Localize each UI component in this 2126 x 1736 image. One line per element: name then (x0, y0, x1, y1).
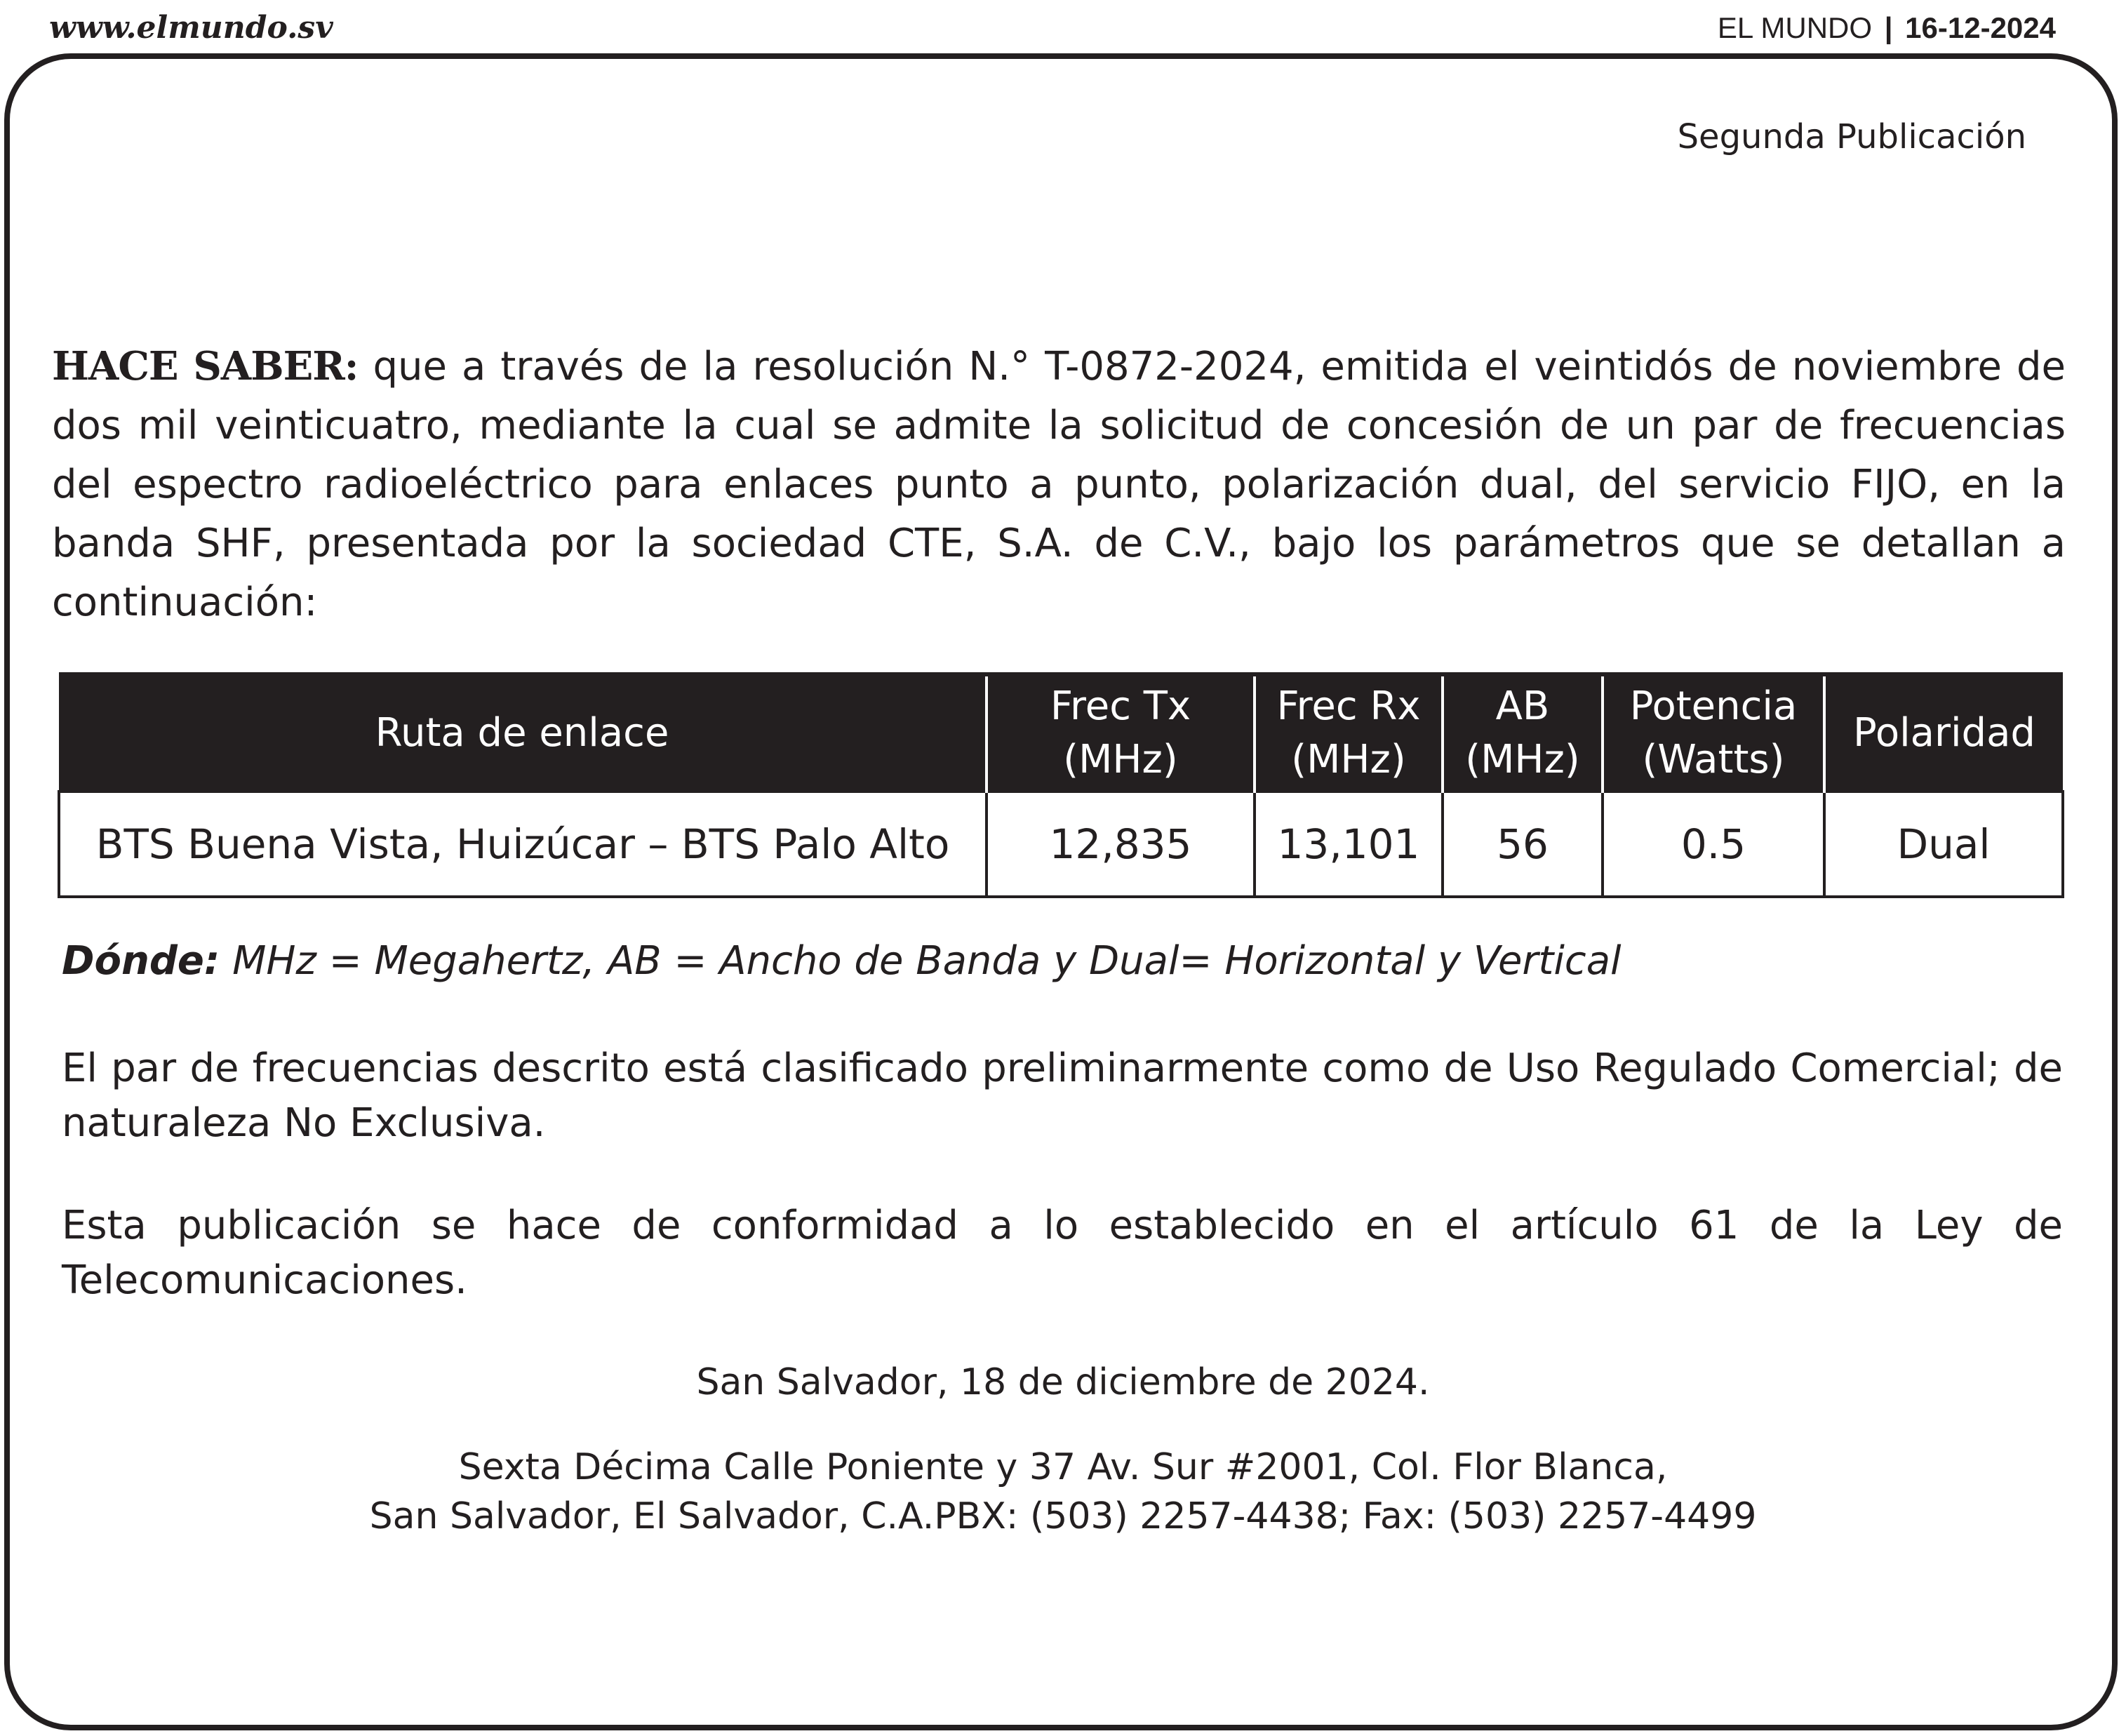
intro-lead: HACE SABER: (52, 343, 359, 389)
cell-ab: 56 (1443, 792, 1603, 897)
header-polarity: Polaridad (1824, 674, 2063, 792)
law-paragraph: Esta publicación se hace de conformidad a lo establecido en el artículo 61 de la Ley de Telecomunicaciones. (62, 1203, 2063, 1303)
header-ab: AB (MHz) (1443, 674, 1603, 792)
header-rx: Frec Rx (MHz) (1255, 674, 1443, 792)
masthead-separator: | (1884, 11, 1893, 44)
cell-polarity: Dual (1824, 792, 2063, 897)
header-route: Ruta de enlace (59, 674, 987, 792)
newspaper-name: EL MUNDO (1717, 11, 1873, 44)
cell-rx: 13,101 (1255, 792, 1443, 897)
address-line-1: Sexta Décima Calle Poniente y 37 Av. Sur #2001, Col. Flor Blanca, (458, 1446, 1668, 1488)
intro-text: que a través de la resolución N.° T-0872-2024, emitida el veintidós de noviembre de dos mil veinticuatro, mediante la cual se admite la solicitud de concesión de un par de frecuencias del espectro radioeléctrico para enlaces punto a punto, polarización dual, del servicio FIJO, en la banda SHF, presentada por la sociedad CTE, S.A. de C.V., bajo los parámetros que se detallan a continuación: (52, 344, 2066, 625)
table-header-row (59, 674, 2063, 792)
cell-power: 0.5 (1603, 792, 1824, 897)
cell-route: BTS Buena Vista, Huizúcar – BTS Palo Alto (59, 792, 987, 897)
issue-date: 16-12-2024 (1905, 11, 2056, 44)
header-tx: Frec Tx (MHz) (987, 674, 1255, 792)
site-url: www.elmundo.sv (49, 10, 333, 46)
note-label: Dónde: (62, 938, 220, 984)
note-text: MHz = Megahertz, AB = Ancho de Banda y Dual= Horizontal y Vertical (220, 938, 1622, 984)
intro-paragraph (52, 337, 2066, 632)
address-line-2: San Salvador, El Salvador, C.A.PBX: (503) 2257-4438; Fax: (503) 2257-4499 (369, 1495, 1757, 1537)
masthead (1718, 7, 2056, 49)
place-date: San Salvador, 18 de diciembre de 2024. (696, 1361, 1430, 1403)
table-row (59, 792, 2063, 897)
frequency-table (58, 672, 2064, 898)
publication-label: Segunda Publicación (1677, 117, 2026, 156)
cell-tx: 12,835 (987, 792, 1255, 897)
legend-note (62, 933, 1622, 989)
classification-paragraph: El par de frecuencias descrito está clasificado preliminarmente como de Uso Regulado Comercial; de naturaleza No Exclusiva. (62, 1046, 2063, 1146)
header-power: Potencia (Watts) (1603, 674, 1824, 792)
address-block (0, 1443, 2126, 1541)
